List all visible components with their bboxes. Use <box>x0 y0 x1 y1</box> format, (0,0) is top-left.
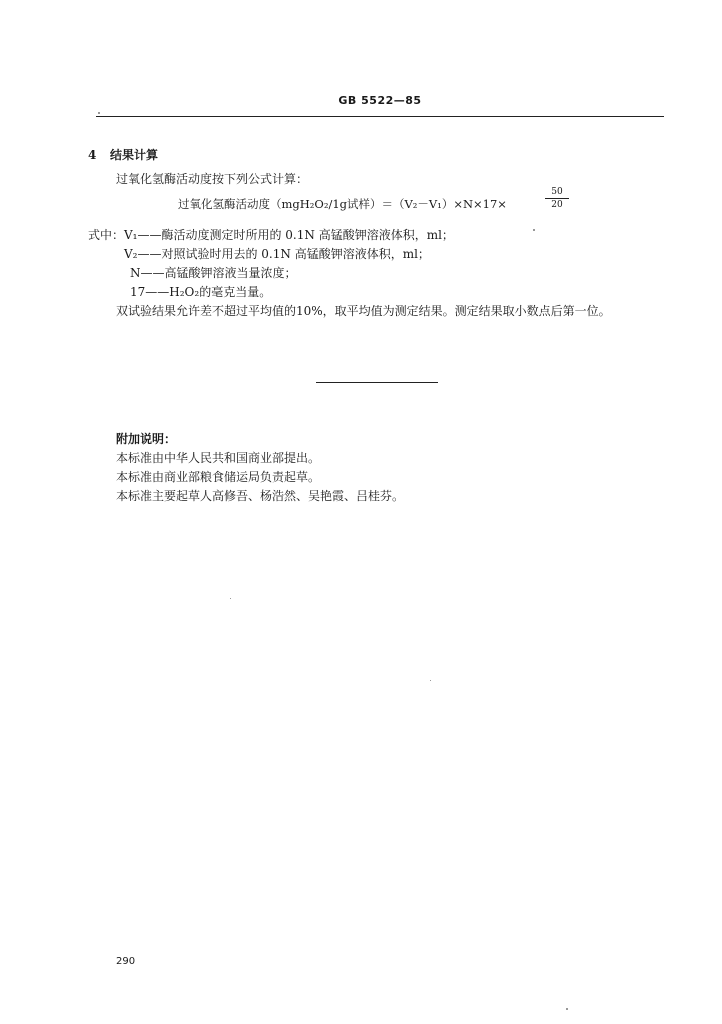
appendix-line: 本标准由商业部粮食储运局负责起草。 <box>116 470 321 484</box>
section-heading <box>88 146 158 163</box>
where-item: V₂——对照试验时用去的 0.1N 高锰酸钾溶液体积，ml； <box>124 247 430 261</box>
formula-expression: 过氧化氢酶活动度（mgH₂O₂/1g试样）＝（V₂－V₁）×N×17× <box>178 197 507 211</box>
scan-speck <box>430 680 431 681</box>
formula-fraction <box>545 188 569 210</box>
section-end-rule <box>316 382 438 383</box>
scan-speck <box>566 1008 568 1010</box>
section-number: 4 <box>88 148 97 162</box>
fraction-numerator: 50 <box>545 188 569 199</box>
appendix-line: 本标准主要起草人高修吾、杨浩然、吴艳霞、吕桂芬。 <box>116 489 405 503</box>
tolerance-note: 双试验结果允许差不超过平均值的10%，取平均值为测定结果。测定结果取小数点后第一位。 <box>116 304 611 318</box>
where-item: 17——H₂O₂的毫克当量。 <box>130 285 272 299</box>
standard-code: GB 5522—85 <box>338 94 422 107</box>
scan-speck <box>98 112 100 114</box>
where-item: V₁——酶活动度测定时所用的 0.1N 高锰酸钾溶液体积，ml； <box>124 228 454 242</box>
fraction-denominator: 20 <box>551 200 563 210</box>
page-number: 290 <box>116 956 136 967</box>
scan-speck <box>533 229 535 231</box>
scan-speck <box>230 598 231 599</box>
appendix-heading: 附加说明： <box>116 432 177 446</box>
header-rule <box>96 116 664 117</box>
formula-intro: 过氧化氢酶活动度按下列公式计算： <box>116 172 309 186</box>
where-item: N——高锰酸钾溶液当量浓度； <box>130 266 297 280</box>
section-title: 结果计算 <box>110 148 159 162</box>
appendix-line: 本标准由中华人民共和国商业部提出。 <box>116 451 321 465</box>
where-label: 式中： <box>88 228 125 242</box>
